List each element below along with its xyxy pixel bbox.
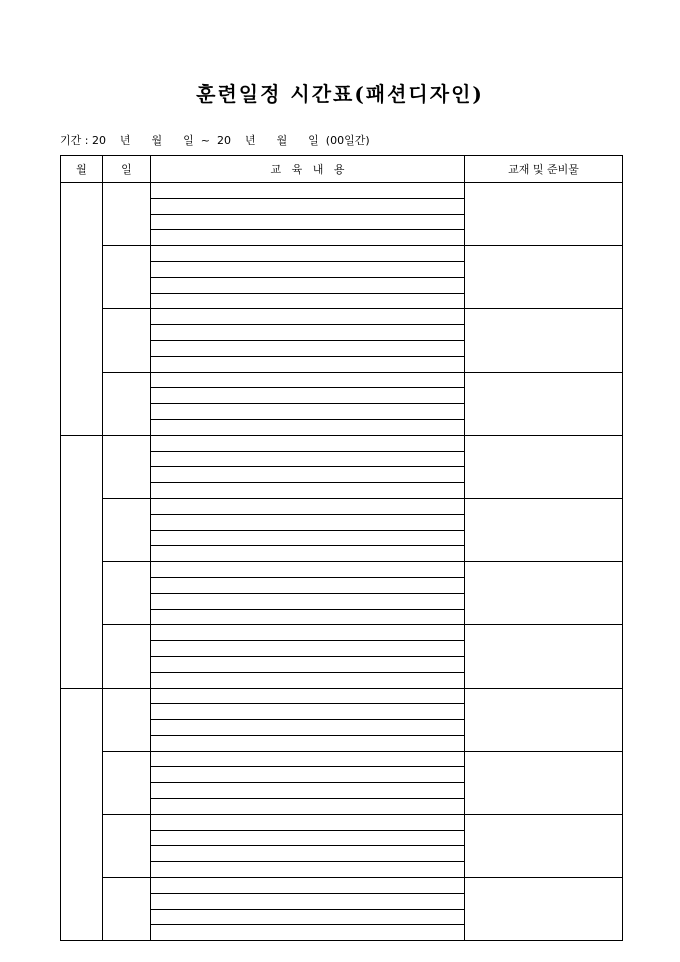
header-materials: 교재 및 준비물 bbox=[465, 156, 623, 183]
month-cell[interactable] bbox=[61, 435, 103, 688]
materials-cell[interactable] bbox=[465, 435, 623, 498]
content-cell[interactable] bbox=[151, 261, 465, 277]
content-cell[interactable] bbox=[151, 246, 465, 262]
month-cell[interactable] bbox=[61, 183, 103, 436]
materials-cell[interactable] bbox=[465, 751, 623, 814]
materials-cell[interactable] bbox=[465, 625, 623, 688]
schedule-row bbox=[61, 309, 623, 325]
content-cell[interactable] bbox=[151, 183, 465, 199]
content-cell[interactable] bbox=[151, 593, 465, 609]
content-cell[interactable] bbox=[151, 198, 465, 214]
page-title: 훈련일정 시간표(패션디자인) bbox=[196, 82, 484, 106]
day-cell[interactable] bbox=[103, 814, 151, 877]
content-cell[interactable] bbox=[151, 720, 465, 736]
content-cell[interactable] bbox=[151, 435, 465, 451]
content-cell[interactable] bbox=[151, 625, 465, 641]
schedule-row bbox=[61, 814, 623, 830]
day-cell[interactable] bbox=[103, 435, 151, 498]
content-cell[interactable] bbox=[151, 751, 465, 767]
content-cell[interactable] bbox=[151, 546, 465, 562]
day-cell[interactable] bbox=[103, 246, 151, 309]
content-cell[interactable] bbox=[151, 372, 465, 388]
content-cell[interactable] bbox=[151, 309, 465, 325]
content-cell[interactable] bbox=[151, 577, 465, 593]
header-month: 월 bbox=[61, 156, 103, 183]
content-cell[interactable] bbox=[151, 419, 465, 435]
training-period-line: 기간 : 20 년 월 일 ~ 20 년 월 일 (00일간) bbox=[60, 134, 370, 147]
content-cell[interactable] bbox=[151, 467, 465, 483]
content-cell[interactable] bbox=[151, 783, 465, 799]
content-cell[interactable] bbox=[151, 514, 465, 530]
materials-cell[interactable] bbox=[465, 878, 623, 941]
content-cell[interactable] bbox=[151, 293, 465, 309]
schedule-row bbox=[61, 498, 623, 514]
content-cell[interactable] bbox=[151, 656, 465, 672]
content-cell[interactable] bbox=[151, 340, 465, 356]
content-cell[interactable] bbox=[151, 388, 465, 404]
content-cell[interactable] bbox=[151, 530, 465, 546]
schedule-row bbox=[61, 625, 623, 641]
content-cell[interactable] bbox=[151, 404, 465, 420]
content-cell[interactable] bbox=[151, 562, 465, 578]
content-cell[interactable] bbox=[151, 451, 465, 467]
day-cell[interactable] bbox=[103, 562, 151, 625]
header-day: 일 bbox=[103, 156, 151, 183]
content-cell[interactable] bbox=[151, 214, 465, 230]
content-cell[interactable] bbox=[151, 483, 465, 499]
schedule-row bbox=[61, 562, 623, 578]
schedule-table bbox=[60, 155, 623, 941]
content-cell[interactable] bbox=[151, 641, 465, 657]
content-cell[interactable] bbox=[151, 814, 465, 830]
content-cell[interactable] bbox=[151, 862, 465, 878]
schedule-row bbox=[61, 435, 623, 451]
content-cell[interactable] bbox=[151, 704, 465, 720]
day-cell[interactable] bbox=[103, 372, 151, 435]
day-cell[interactable] bbox=[103, 625, 151, 688]
day-cell[interactable] bbox=[103, 498, 151, 561]
content-cell[interactable] bbox=[151, 356, 465, 372]
materials-cell[interactable] bbox=[465, 688, 623, 751]
content-cell[interactable] bbox=[151, 767, 465, 783]
schedule-body bbox=[61, 183, 623, 941]
day-cell[interactable] bbox=[103, 309, 151, 372]
schedule-row bbox=[61, 246, 623, 262]
content-cell[interactable] bbox=[151, 277, 465, 293]
schedule-row bbox=[61, 751, 623, 767]
day-cell[interactable] bbox=[103, 878, 151, 941]
content-cell[interactable] bbox=[151, 925, 465, 941]
content-cell[interactable] bbox=[151, 498, 465, 514]
day-cell[interactable] bbox=[103, 183, 151, 246]
header-row bbox=[61, 156, 623, 183]
header-content: 교 육 내 용 bbox=[151, 156, 465, 183]
schedule-row bbox=[61, 372, 623, 388]
schedule-row bbox=[61, 878, 623, 894]
content-cell[interactable] bbox=[151, 799, 465, 815]
schedule-row bbox=[61, 688, 623, 704]
schedule-row bbox=[61, 183, 623, 199]
content-cell[interactable] bbox=[151, 688, 465, 704]
month-cell[interactable] bbox=[61, 688, 103, 941]
content-cell[interactable] bbox=[151, 609, 465, 625]
content-cell[interactable] bbox=[151, 672, 465, 688]
content-cell[interactable] bbox=[151, 893, 465, 909]
content-cell[interactable] bbox=[151, 909, 465, 925]
content-cell[interactable] bbox=[151, 230, 465, 246]
content-cell[interactable] bbox=[151, 325, 465, 341]
day-cell[interactable] bbox=[103, 751, 151, 814]
content-cell[interactable] bbox=[151, 878, 465, 894]
content-cell[interactable] bbox=[151, 735, 465, 751]
content-cell[interactable] bbox=[151, 830, 465, 846]
materials-cell[interactable] bbox=[465, 309, 623, 372]
materials-cell[interactable] bbox=[465, 498, 623, 561]
materials-cell[interactable] bbox=[465, 562, 623, 625]
materials-cell[interactable] bbox=[465, 814, 623, 877]
content-cell[interactable] bbox=[151, 846, 465, 862]
materials-cell[interactable] bbox=[465, 183, 623, 246]
day-cell[interactable] bbox=[103, 688, 151, 751]
materials-cell[interactable] bbox=[465, 372, 623, 435]
materials-cell[interactable] bbox=[465, 246, 623, 309]
